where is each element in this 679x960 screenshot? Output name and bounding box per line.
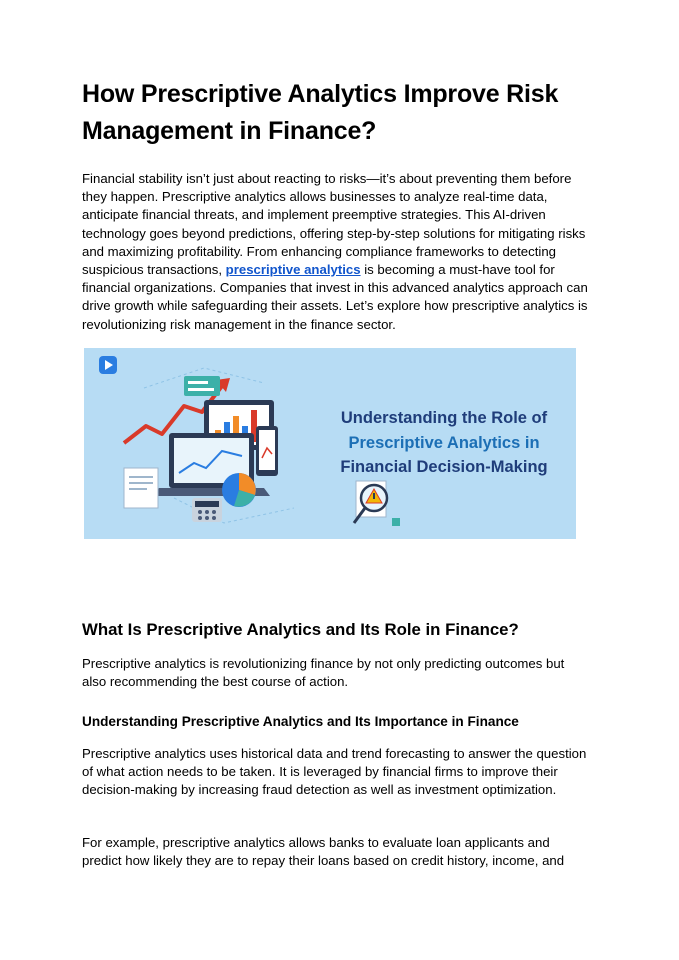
section-role-paragraph: Prescriptive analytics is revolutionizing finance by not only predicting outcomes but also recommending the best course of action.: [82, 656, 565, 690]
risk-magnifier-icon: [354, 481, 400, 526]
banner-image: [84, 348, 576, 539]
report-card-icon: [184, 376, 220, 396]
document-sheet-icon: [124, 468, 158, 508]
importance-paragraph-1: Prescriptive analytics uses historical data and trend forecasting to answer the question of what action needs to be taken. It is leveraged by financial firms to improve their decision-making by increasing fraud detection as well as investment optimization.: [82, 746, 587, 798]
calculator-icon: [192, 498, 222, 522]
subsection-heading-importance: Understanding Prescriptive Analytics and Its Importance in Finance: [82, 714, 519, 729]
phone-chart-icon: [256, 426, 278, 476]
banner-line-1: Understanding the Role of: [340, 409, 548, 427]
intro-text-before-link: Financial stability isn’t just about reacting to risks—it’s about preventing them before they happen. Prescriptive analytics allows businesses to analyze real-time data, anticipate financial threats, and implement preemptive strategies. This AI-driven technology goes beyond predictions, offering step-by-step solutions for mitigating risks and maximizing profitability. From enhancing compliance frameworks to detecting suspicious transactions,: [82, 171, 586, 278]
page-title: How Prescriptive Analytics Improve Risk Management in Finance?: [82, 80, 559, 145]
importance-paragraph-2: For example, prescriptive analytics allows banks to evaluate loan applicants and predict how likely they are to repay their loans based on credit history, income, and: [82, 835, 565, 869]
banner-line-2-highlight: Prescriptive Analytics: [348, 433, 521, 452]
banner-line-2: [324, 431, 564, 456]
prescriptive-analytics-link[interactable]: prescriptive analytics: [225, 262, 361, 278]
brand-play-icon: [99, 356, 117, 374]
banner-line-2-tail: in: [520, 433, 540, 452]
pie-chart-icon: [222, 473, 256, 507]
banner-headline: [324, 406, 564, 480]
intro-paragraph: [82, 170, 592, 334]
intro-text-after-link: is becoming a must-have tool for financial organizations. Companies that invest in this advanced analytics approach can drive growth while safeguarding their assets. Let’s explore how prescriptive analytics is revolutionizing risk management in the finance sector.: [82, 262, 588, 332]
section-heading-role: What Is Prescriptive Analytics and Its Role in Finance?: [82, 620, 519, 639]
banner-line-3: Financial Decision-Making: [340, 458, 548, 476]
